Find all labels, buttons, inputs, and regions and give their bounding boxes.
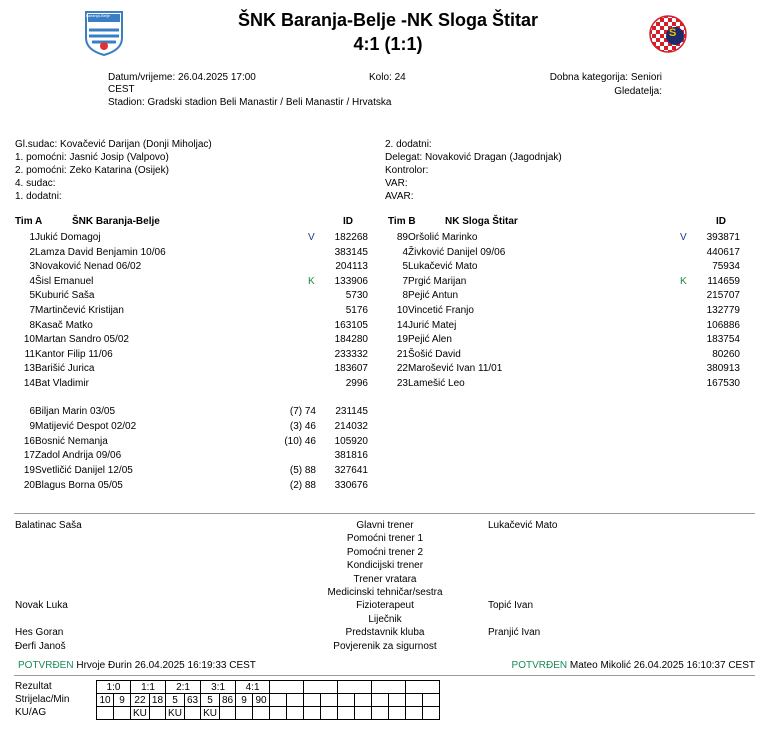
- player-id: 380913: [706, 363, 740, 375]
- player-name: Marošević Ivan 11/01: [408, 363, 503, 375]
- confirm-right: [512, 660, 755, 671]
- kuag-cell: [321, 707, 338, 720]
- staff-role: Pomoćni trener 1: [346, 533, 424, 545]
- result-cell: [270, 681, 304, 694]
- player-number: 4: [402, 246, 408, 258]
- player-name: Živković Danijel 09/06: [408, 246, 506, 258]
- player-name: Lamza David Benjamin 10/06: [35, 246, 166, 258]
- player-id: 5730: [345, 290, 368, 302]
- player-id: 233332: [334, 348, 368, 360]
- result-cell: [372, 681, 406, 694]
- kuag-cell: KU: [131, 707, 150, 720]
- sub-name: Svetličić Danijel 12/05: [35, 465, 133, 477]
- player-id: 383145: [334, 246, 368, 258]
- player-name: Kantor Filip 11/06: [35, 348, 113, 360]
- player-role: V: [680, 232, 687, 243]
- player-name: Kasač Matko: [35, 319, 93, 331]
- player-name: Kuburić Saša: [35, 290, 95, 302]
- player-id: 133906: [334, 275, 368, 287]
- sub-name: Matijević Despot 02/02: [35, 420, 137, 432]
- official-line: VAR:: [385, 178, 408, 189]
- official-line: 2. dodatni:: [385, 139, 432, 150]
- player-id: 75934: [712, 261, 740, 273]
- divider-scoreboard: [14, 675, 755, 676]
- player-name: Pejić Antun: [408, 290, 459, 302]
- player-number: 5: [402, 261, 408, 273]
- player-number: 11: [24, 348, 35, 360]
- player-number: 7: [402, 275, 408, 287]
- sub-number: 16: [23, 435, 35, 447]
- confirm-right-label: POTVRĐEN: [511, 660, 568, 671]
- player-name: Barišić Jurica: [35, 363, 95, 375]
- kuag-cell: [149, 707, 165, 720]
- staff-name-away: Pranjić Ivan: [488, 627, 541, 639]
- sub-number: 9: [29, 420, 35, 432]
- sub-info: (10) 46: [284, 435, 316, 447]
- sub-info: (5) 88: [289, 465, 316, 477]
- player-name: Novaković Nenad 06/02: [35, 261, 142, 273]
- player-id: 2996: [345, 378, 368, 389]
- result-cell: 4:1: [236, 681, 270, 694]
- kuag-cell: [219, 707, 235, 720]
- result-row: [97, 681, 440, 694]
- kuag-row: [97, 707, 440, 720]
- player-id: 163105: [334, 319, 368, 331]
- player-name: Martinčević Kristijan: [35, 305, 124, 316]
- scorer-cell: 10: [97, 694, 114, 707]
- sub-id: 231145: [335, 406, 368, 417]
- scorer-cell: 90: [253, 694, 270, 707]
- player-number: 23: [396, 378, 408, 389]
- official-line: Kontrolor:: [385, 165, 429, 176]
- player-name: Bat Vladimir: [35, 378, 89, 389]
- player-number: 8: [29, 319, 35, 331]
- scorer-row: [97, 694, 440, 707]
- player-id: 440617: [706, 246, 740, 258]
- kuag-cell: KU: [166, 707, 185, 720]
- player-id: 132779: [706, 305, 740, 316]
- player-name: Šisl Emanuel: [35, 275, 94, 287]
- result-cell: 1:0: [97, 681, 131, 694]
- player-role: K: [308, 275, 315, 287]
- player-number: 13: [23, 363, 35, 375]
- player-number: 19: [396, 334, 408, 346]
- scorer-cell: [304, 694, 321, 707]
- result-cell: [338, 681, 372, 694]
- scorer-cell: 9: [114, 694, 131, 707]
- scorer-cell: [406, 694, 423, 707]
- kuag-cell: [270, 707, 287, 720]
- spectators: Gledatelja:: [614, 86, 662, 97]
- player-number: 4: [29, 275, 35, 287]
- official-line: Gl.sudac: Kovačević Darijan (Donji Miholjac): [15, 139, 212, 150]
- kuag-cell: [97, 707, 114, 720]
- result-cell: 1:1: [131, 681, 166, 694]
- staff-role: Pomoćni trener 2: [346, 546, 424, 558]
- player-number: 2: [29, 246, 35, 258]
- player-name: Martan Sandro 05/02: [35, 334, 129, 346]
- player-name: Jurić Matej: [408, 319, 457, 331]
- match-score: 4:1 (1:1): [353, 34, 423, 54]
- staff-role: Povjerenik za sigurnost: [333, 640, 437, 652]
- staff-role: Kondicijski trener: [346, 560, 424, 572]
- player-role: K: [680, 275, 687, 287]
- player-number: 21: [396, 348, 408, 360]
- match-stadium: Stadion: Gradski stadion Beli Manastir / Beli Manastir / Hrvatska: [108, 97, 392, 108]
- row-label-strijelac: Strijelac/Min: [15, 694, 70, 705]
- player-role: V: [308, 232, 315, 243]
- result-cell: [406, 681, 440, 694]
- player-id: 5176: [345, 305, 368, 316]
- staff-name-away: Topić Ivan: [488, 600, 534, 612]
- player-name: Oršolić Marinko: [408, 232, 478, 243]
- kuag-cell: [355, 707, 372, 720]
- player-number: 10: [23, 334, 35, 346]
- scorer-cell: [270, 694, 287, 707]
- scorer-cell: [355, 694, 372, 707]
- staff-role: Glavni trener: [356, 520, 414, 531]
- kuag-cell: [114, 707, 131, 720]
- team-b-label: Tim B: [388, 216, 416, 227]
- age-category: Dobna kategorija: Seniori: [549, 72, 662, 83]
- sub-id: 105920: [334, 435, 368, 447]
- scorer-cell: 86: [219, 694, 235, 707]
- player-id: 215707: [706, 290, 740, 302]
- player-id: 182268: [334, 232, 368, 243]
- scorer-cell: 5: [201, 694, 220, 707]
- kuag-cell: [389, 707, 406, 720]
- confirm-left-text: Hrvoje Đurin 26.04.2025 16:19:33 CEST: [76, 660, 256, 671]
- scorer-cell: 63: [184, 694, 200, 707]
- row-label-rezultat: Rezultat: [15, 681, 52, 692]
- staff-name-away: Lukačević Mato: [488, 520, 558, 531]
- official-line: 4. sudac:: [15, 178, 56, 189]
- player-name: Jukić Domagoj: [35, 232, 101, 243]
- player-id: 114659: [707, 275, 740, 287]
- match-round: Kolo: 24: [369, 72, 406, 83]
- kuag-cell: [287, 707, 304, 720]
- sub-number: 19: [23, 465, 35, 477]
- staff-name-home: Balatinac Saša: [15, 520, 82, 531]
- scorer-cell: [338, 694, 355, 707]
- staff-name-home: Novak Luka: [15, 600, 68, 612]
- official-line: AVAR:: [385, 191, 414, 202]
- player-number: 22: [396, 363, 408, 375]
- sub-number: 6: [29, 406, 35, 417]
- scorer-cell: [321, 694, 338, 707]
- result-cell: [304, 681, 338, 694]
- player-id: 184280: [334, 334, 368, 346]
- player-name: Vincetić Franjo: [408, 305, 474, 316]
- sub-id: 327641: [334, 465, 368, 477]
- staff-role: Medicinski tehničar/sestra: [327, 587, 443, 598]
- staff-name-home: Đerfi Janoš: [15, 640, 66, 652]
- kuag-cell: [184, 707, 200, 720]
- player-number: 14: [396, 319, 408, 331]
- player-id: 393871: [706, 232, 740, 243]
- kuag-cell: [253, 707, 270, 720]
- kuag-cell: [423, 707, 440, 720]
- sub-number: 20: [23, 480, 35, 491]
- scorer-cell: [389, 694, 406, 707]
- player-number: 3: [29, 261, 35, 273]
- divider-staff: [14, 513, 755, 514]
- scorer-cell: [423, 694, 440, 707]
- result-cell: 3:1: [201, 681, 236, 694]
- player-id: 183607: [334, 363, 368, 375]
- player-number: 8: [402, 290, 408, 302]
- player-id: 106886: [706, 319, 740, 331]
- official-line: Delegat: Novaković Dragan (Jagodnjak): [385, 152, 562, 163]
- crest-letter: S: [669, 27, 677, 39]
- player-name: Prgić Marijan: [408, 275, 467, 287]
- sub-name: Zadol Andrija 09/06: [35, 450, 122, 462]
- staff-role: Liječnik: [368, 613, 402, 625]
- kuag-cell: KU: [201, 707, 220, 720]
- player-number: 10: [396, 305, 408, 316]
- kuag-cell: [304, 707, 321, 720]
- staff-role: Fizioterapeut: [356, 600, 414, 612]
- player-id: 204113: [335, 261, 368, 273]
- staff-role: Predstavnik kluba: [345, 627, 425, 639]
- scorer-cell: 5: [166, 694, 185, 707]
- player-name: Pejić Alen: [408, 334, 452, 346]
- result-cell: 2:1: [166, 681, 201, 694]
- player-number: 5: [29, 290, 35, 302]
- kuag-cell: [406, 707, 423, 720]
- official-line: 1. pomoćni: Jasnić Josip (Valpovo): [15, 152, 169, 163]
- confirm-left: [18, 660, 256, 671]
- player-id: 80260: [712, 348, 740, 360]
- team-a-id-header: ID: [343, 216, 353, 227]
- player-name: Lamešić Leo: [408, 378, 465, 389]
- confirm-left-label: POTVRĐEN: [18, 660, 74, 671]
- scorer-cell: [372, 694, 389, 707]
- scorer-cell: 18: [149, 694, 165, 707]
- sub-number: 17: [23, 450, 35, 462]
- official-line: 1. dodatni:: [15, 191, 62, 202]
- score-table: [96, 680, 440, 720]
- sub-info: (7) 74: [289, 406, 316, 417]
- scorer-cell: [287, 694, 304, 707]
- player-number: 7: [29, 305, 35, 316]
- player-number: 89: [396, 232, 408, 243]
- player-number: 1: [29, 232, 35, 243]
- kuag-cell: [372, 707, 389, 720]
- kuag-cell: [338, 707, 355, 720]
- sub-id: 381816: [334, 450, 368, 462]
- player-id: 183754: [706, 334, 740, 346]
- official-line: 2. pomoćni: Zeko Katarina (Osijek): [15, 165, 169, 176]
- sub-name: Bosnić Nemanja: [35, 435, 108, 447]
- player-number: 14: [23, 378, 35, 389]
- player-name: Šošić David: [408, 348, 461, 360]
- sub-name: Biljan Marin 03/05: [35, 406, 116, 417]
- sub-info: (3) 46: [289, 420, 316, 432]
- team-b-name: NK Sloga Štitar: [445, 216, 518, 227]
- player-name: Lukačević Mato: [408, 261, 478, 273]
- crest-text: Baranja-Belje: [86, 13, 111, 18]
- match-datetime: Datum/vrijeme: 26.04.2025 17:00: [108, 72, 256, 83]
- sub-info: (2) 88: [289, 480, 316, 491]
- scorer-cell: 22: [131, 694, 150, 707]
- staff-role: Trener vratara: [353, 573, 417, 585]
- scorer-cell: 9: [236, 694, 253, 707]
- sub-id: 214032: [334, 420, 368, 432]
- row-label-kuag: KU/AG: [15, 707, 47, 718]
- confirm-right-text: Mateo Mikolić 26.04.2025 16:10:37 CEST: [569, 660, 755, 671]
- team-a-label: Tim A: [15, 216, 43, 227]
- sub-id: 330676: [334, 480, 368, 491]
- team-b-id-header: ID: [716, 216, 726, 227]
- match-timezone: CEST: [108, 84, 135, 95]
- sub-name: Blagus Borna 05/05: [35, 480, 123, 491]
- kuag-cell: [236, 707, 253, 720]
- player-id: 167530: [706, 378, 740, 389]
- team-a-name: ŠNK Baranja-Belje: [72, 216, 160, 227]
- staff-name-home: Hes Goran: [15, 627, 64, 639]
- match-title: ŠNK Baranja-Belje -NK Sloga Štitar: [237, 10, 539, 30]
